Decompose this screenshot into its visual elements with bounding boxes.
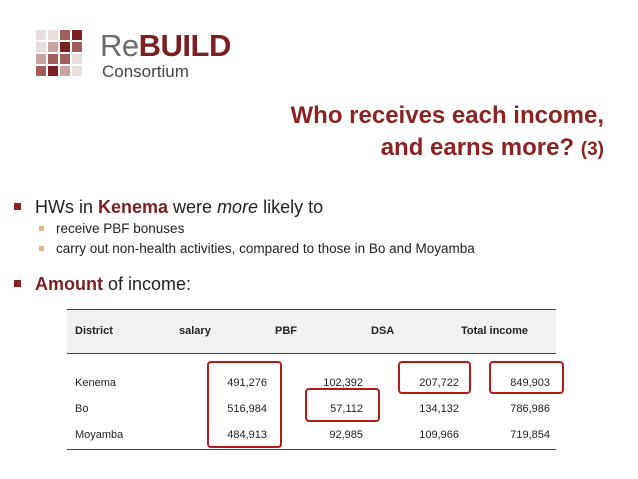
logo-brand: ReBUILD <box>100 28 231 63</box>
cell-salary: 491,276 <box>227 377 267 389</box>
sub-bullet-nonhealth: carry out non-health activities, compared to those in Bo and Moyamba <box>39 241 475 256</box>
cell-salary: 484,913 <box>227 429 267 441</box>
header-pbf: PBF <box>275 325 297 337</box>
header-district: District <box>75 325 113 337</box>
sub-bullet-marker <box>39 246 44 251</box>
bullet-marker <box>14 280 21 287</box>
highlight-box-salary <box>207 361 282 448</box>
header-dsa: DSA <box>371 325 395 337</box>
cell-pbf: 57,112 <box>330 403 363 415</box>
cell-total: 786,986 <box>510 403 550 415</box>
cell-district: Kenema <box>75 377 116 389</box>
table-header <box>67 309 556 354</box>
logo-square <box>60 42 70 52</box>
page-title <box>291 100 604 166</box>
logo-square <box>36 54 46 64</box>
highlight-box-pbf-bo <box>305 388 380 422</box>
sub-bullet-marker <box>39 226 44 231</box>
logo-square <box>48 42 58 52</box>
cell-total: 849,903 <box>510 377 550 389</box>
cell-district: Moyamba <box>75 429 124 441</box>
bullet-kenema: HWs in Kenema were more likely to <box>14 197 323 218</box>
cell-pbf: 102,392 <box>323 377 363 389</box>
title-line-1: Who receives each income, <box>290 102 604 129</box>
logo-square <box>72 30 82 40</box>
cell-dsa: 207,722 <box>419 377 459 389</box>
logo-subtitle: Consortium <box>102 62 189 81</box>
title-line-2: and earns more? (3) <box>380 134 604 161</box>
logo-square <box>48 66 58 76</box>
header-salary: salary <box>179 325 211 337</box>
cell-dsa: 134,132 <box>419 403 459 415</box>
highlight-box-dsa-kenema <box>398 361 471 394</box>
cell-district: Bo <box>75 403 89 415</box>
bullet-amount: Amount of income: <box>14 274 191 295</box>
bullet-marker <box>14 203 21 210</box>
cell-pbf: 92,985 <box>329 429 363 441</box>
logo-square <box>36 66 46 76</box>
logo-square <box>72 54 82 64</box>
title-number: (3) <box>580 139 604 160</box>
logo-square <box>60 54 70 64</box>
logo-square <box>72 66 82 76</box>
highlight-box-total-kenema <box>489 361 564 394</box>
logo-square <box>48 30 58 40</box>
logo-square <box>72 42 82 52</box>
logo-square <box>60 30 70 40</box>
table-bottom-rule <box>67 449 556 450</box>
logo-square <box>36 42 46 52</box>
logo-square <box>60 66 70 76</box>
income-table <box>67 309 556 450</box>
logo-square <box>48 54 58 64</box>
logo-square <box>36 30 46 40</box>
rebuild-logo <box>36 28 231 82</box>
cell-salary: 516,984 <box>227 403 267 415</box>
header-total-income: Total income <box>461 325 529 337</box>
sub-bullet-pbf: receive PBF bonuses <box>39 221 184 236</box>
cell-total: 719,854 <box>510 429 550 441</box>
cell-dsa: 109,966 <box>419 429 459 441</box>
table-row <box>67 423 556 449</box>
